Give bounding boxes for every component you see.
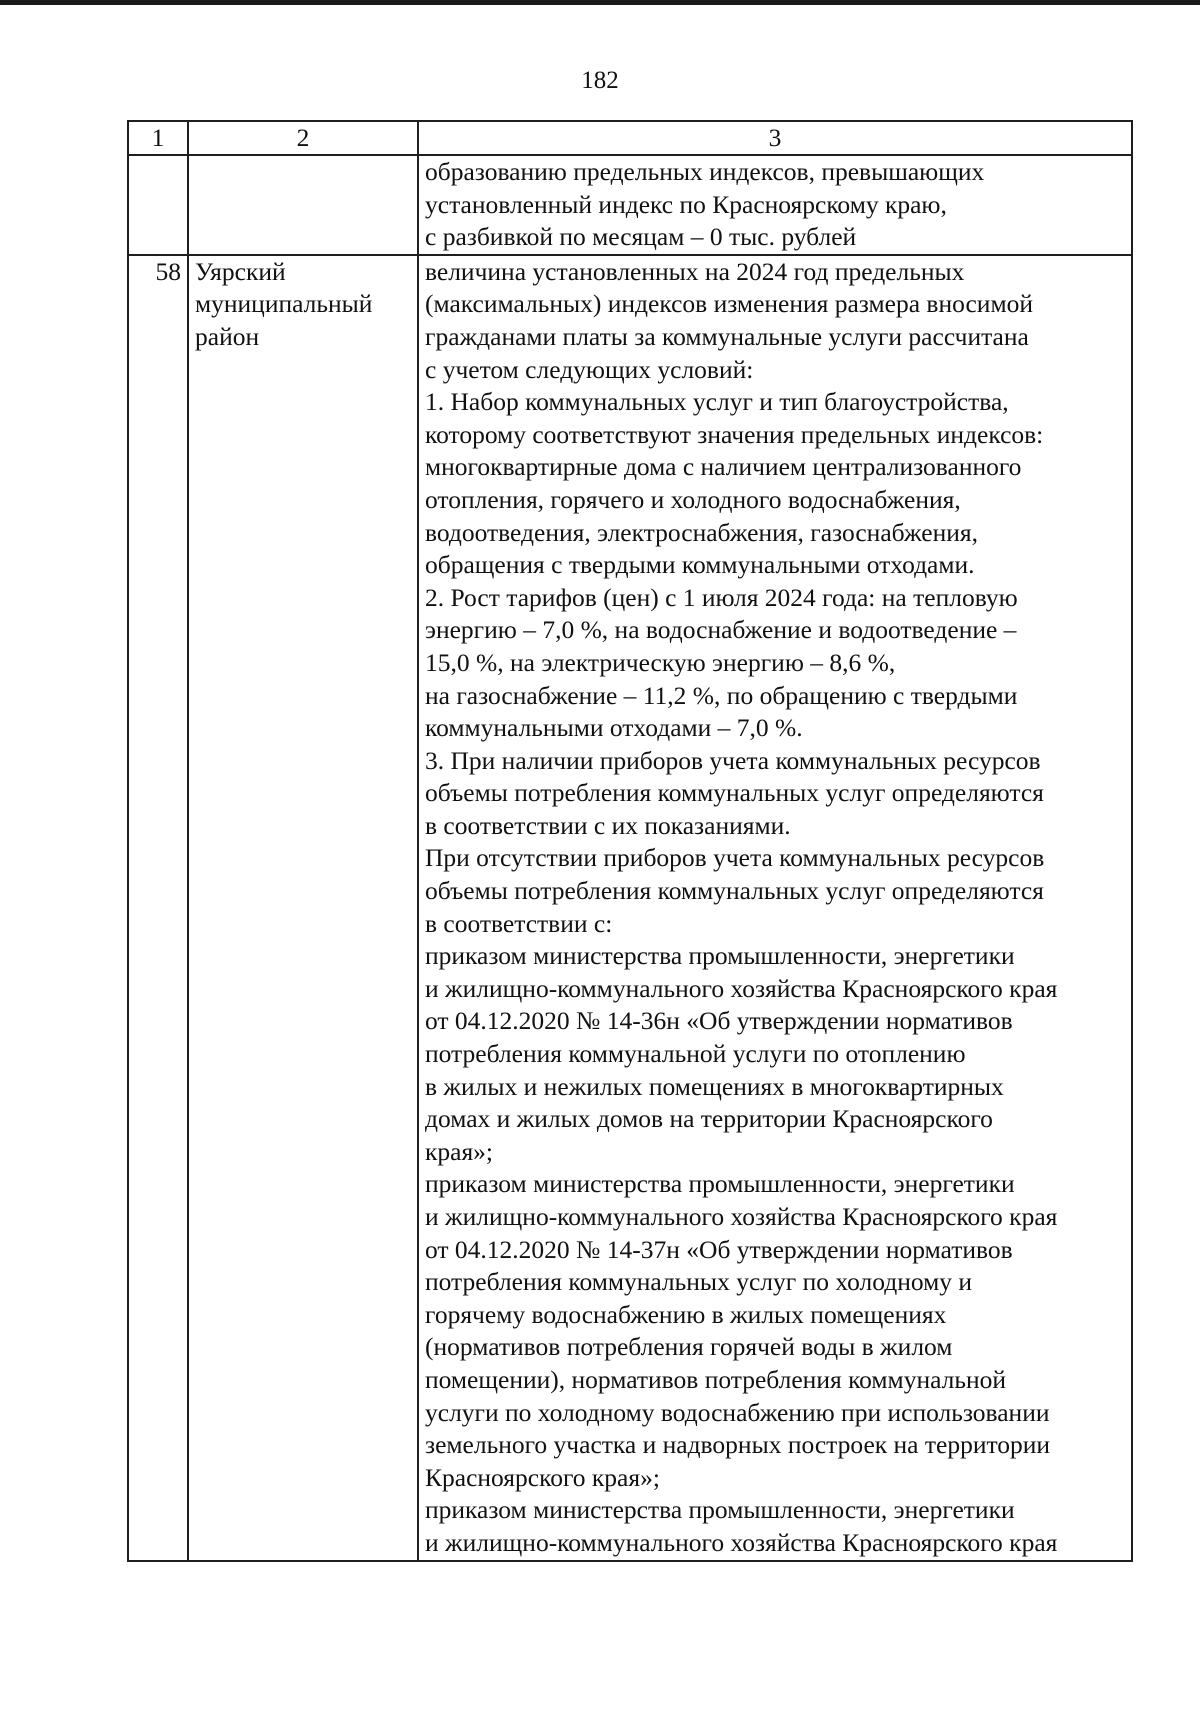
conditions-text-line: При отсутствии приборов учета коммунальных ресурсов	[425, 843, 1045, 873]
conditions-text-line: в соответствии с:	[425, 908, 613, 938]
table-header-row	[128, 121, 1132, 155]
conditions-text-line: в жилых и нежилых помещениях в многоквартирных	[425, 1071, 1004, 1101]
conditions-text-line: приказом министерства промышленности, энергетики	[425, 941, 1015, 971]
municipality-name-cell	[188, 255, 418, 1561]
column-header-2: 2	[188, 121, 418, 155]
table-row	[128, 255, 1132, 1561]
conditions-text-line: приказом министерства промышленности, энергетики	[425, 1495, 1015, 1525]
conditions-text-line: Красноярского края»;	[425, 1462, 660, 1492]
conditions-text-line: с учетом следующих условий:	[425, 354, 754, 384]
continuation-name-cell	[188, 155, 418, 255]
conditions-text-line: и жилищно-коммунального хозяйства Красноярского края	[425, 1202, 1058, 1231]
continuation-text-line: образованию предельных индексов, превышающих	[425, 157, 985, 186]
municipality-name-line: Уярский	[195, 256, 286, 286]
conditions-text-line: потребления коммунальных услуг по холодному и	[425, 1267, 973, 1297]
conditions-text-line: водоотведения, электроснабжения, газоснабжения,	[425, 517, 978, 547]
municipality-name-line: муниципальный	[195, 289, 373, 319]
conditions-text-line: отопления, горячего и холодного водоснабжения,	[425, 484, 961, 514]
continuation-row	[128, 155, 1132, 255]
conditions-text-line: энергию – 7,0 %, на водоснабжение и водоотведение –	[425, 615, 1017, 645]
conditions-text-line: земельного участка и надворных построек на территории	[425, 1430, 1051, 1460]
conditions-text-line: которому соответствуют значения предельных индексов:	[425, 419, 1044, 449]
conditions-text-line: гражданами платы за коммунальные услуги рассчитана	[425, 321, 1029, 351]
page-number: 182	[581, 67, 619, 94]
conditions-text-line: и жилищно-коммунального хозяйства Красноярского края	[425, 973, 1058, 1003]
conditions-text-line: и жилищно-коммунального хозяйства Красноярского края	[425, 1527, 1058, 1557]
conditions-text-line: от 04.12.2020 № 14-37н «Об утверждении нормативов	[425, 1234, 1013, 1264]
conditions-text-line: объемы потребления коммунальных услуг определяются	[425, 876, 1044, 906]
conditions-text-cell	[418, 255, 1132, 1561]
conditions-text-line: 3. При наличии приборов учета коммунальных ресурсов	[425, 745, 1041, 775]
conditions-text-line: помещении), нормативов потребления коммунальной	[425, 1364, 1007, 1394]
top-border-rule	[0, 0, 1200, 5]
conditions-text-line: домах и жилых домов на территории Красноярского	[425, 1104, 993, 1134]
conditions-text-line: услуги по холодному водоснабжению при использовании	[425, 1397, 1050, 1427]
column-header-3: 3	[418, 121, 1132, 155]
row-number-cell: 58	[128, 255, 188, 1561]
conditions-text-line: многоквартирные дома с наличием централизованного	[425, 452, 1022, 482]
continuation-text-line: с разбивкой по месяцам – 0 тыс. рублей	[425, 222, 857, 252]
conditions-text-line: потребления коммунальной услуги по отоплению	[425, 1039, 966, 1069]
conditions-text-line: края»;	[425, 1136, 494, 1166]
conditions-text-line: в соответствии с их показаниями.	[425, 810, 791, 840]
conditions-text-line: обращения с твердыми коммунальными отходами.	[425, 550, 975, 580]
conditions-text-line: 1. Набор коммунальных услуг и тип благоустройства,	[425, 387, 1009, 417]
continuation-text-cell	[418, 155, 1132, 255]
conditions-text-line: коммунальными отходами – 7,0 %.	[425, 713, 803, 743]
conditions-text-line: объемы потребления коммунальных услуг определяются	[425, 778, 1044, 808]
municipality-name-line: район	[195, 321, 260, 351]
continuation-text-line: установленный индекс по Красноярскому краю,	[425, 189, 947, 219]
conditions-text-line: (нормативов потребления горячей воды в жилом	[425, 1332, 953, 1362]
conditions-text-line: на газоснабжение – 11,2 %, по обращению с твердыми	[425, 680, 1018, 710]
column-header-1: 1	[128, 121, 188, 155]
conditions-text-line: от 04.12.2020 № 14-36н «Об утверждении нормативов	[425, 1006, 1013, 1036]
conditions-text-line: 15,0 %, на электрическую энергию – 8,6 %,	[425, 647, 896, 677]
document-table	[127, 120, 1133, 1562]
conditions-text-line: (максимальных) индексов изменения размера вносимой	[425, 289, 1033, 319]
conditions-text-line: величина установленных на 2024 год предельных	[425, 256, 965, 286]
conditions-text-line: приказом министерства промышленности, энергетики	[425, 1169, 1015, 1199]
conditions-text-line: 2. Рост тарифов (цен) с 1 июля 2024 года: на тепловую	[425, 582, 1018, 612]
continuation-number-cell	[128, 155, 188, 255]
conditions-text-line: горячему водоснабжению в жилых помещениях	[425, 1299, 947, 1329]
